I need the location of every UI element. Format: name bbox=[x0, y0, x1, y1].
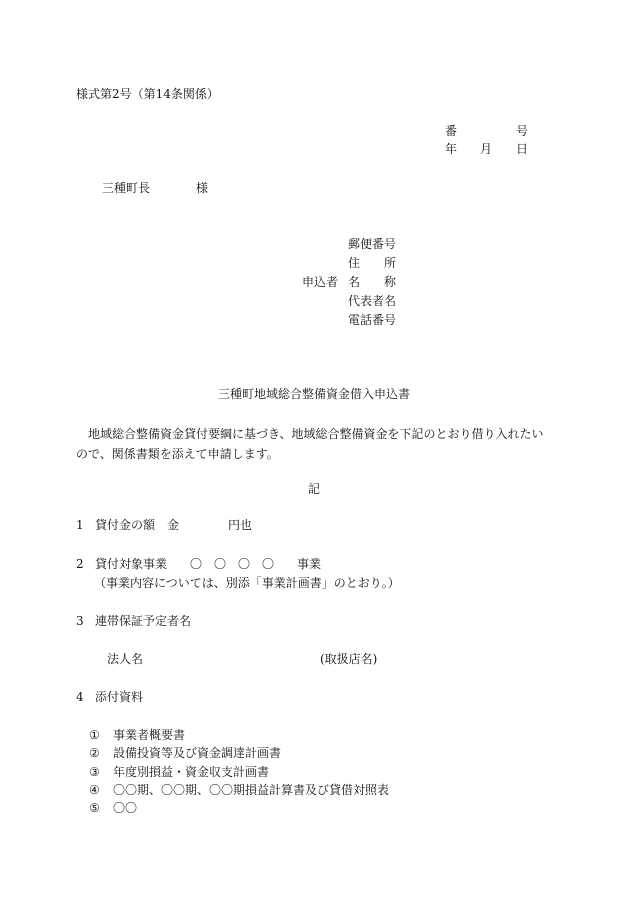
attachment-text: 事業者概要書 bbox=[113, 728, 186, 742]
applicant-phone: 電話番号 bbox=[348, 313, 397, 327]
item3-label: 連帯保証予定者名 bbox=[95, 614, 192, 628]
item3-number: 3 bbox=[76, 614, 84, 628]
attachment-text: 〇〇期、〇〇期、〇〇期損益計算書及び貸借対照表 bbox=[113, 783, 390, 797]
attachment-text: 〇〇 bbox=[113, 801, 138, 815]
header-ban: 番 bbox=[445, 124, 458, 138]
item2-number: 2 bbox=[76, 557, 84, 571]
item2-label: 貸付対象事業 bbox=[95, 557, 168, 571]
item2-note: （事業内容については、別添「事業計画書」のとおり。） bbox=[94, 576, 400, 590]
item3-branch: (取扱店名) bbox=[320, 652, 378, 666]
addressee-name: 三種町長 bbox=[102, 181, 151, 195]
attachment-text: 設備投資等及び資金調達計画書 bbox=[113, 746, 282, 760]
item4-label: 添付資料 bbox=[95, 690, 144, 704]
item1-kin: 金 bbox=[167, 518, 180, 532]
applicant-postal: 郵便番号 bbox=[348, 237, 397, 251]
addressee-sama: 様 bbox=[196, 181, 209, 195]
applicant-representative: 代表者名 bbox=[348, 294, 397, 308]
header-hi: 日 bbox=[516, 142, 529, 156]
attachment-mark: ⑤ bbox=[89, 801, 100, 815]
header-go: 号 bbox=[516, 124, 529, 138]
attachment-mark: ③ bbox=[89, 765, 100, 779]
applicant-name-b: 称 bbox=[384, 275, 397, 289]
item1-number: 1 bbox=[76, 518, 84, 532]
item1-label: 貸付金の額 bbox=[95, 518, 156, 532]
applicant-label: 申込者 bbox=[302, 275, 339, 289]
header-nen: 年 bbox=[445, 142, 458, 156]
item2-suffix: 事業 bbox=[297, 557, 322, 571]
applicant-address-a: 住 bbox=[348, 256, 361, 270]
item2-circles: 〇 〇 〇 〇 bbox=[190, 557, 275, 571]
attachment-mark: ① bbox=[89, 728, 100, 742]
item1-unit: 円也 bbox=[228, 518, 253, 532]
applicant-address-b: 所 bbox=[384, 256, 397, 270]
item4-number: 4 bbox=[76, 690, 84, 704]
attachment-text: 年度別損益・資金収支計画書 bbox=[113, 765, 270, 779]
body-paragraph: 地域総合整備資金貸付要綱に基づき、地域総合整備資金を下記のとおり借り入れたいので、関係書類を添えて申請します。 bbox=[76, 427, 544, 461]
attachment-mark: ④ bbox=[89, 783, 100, 797]
attachment-mark: ② bbox=[89, 746, 100, 760]
header-tsuki: 月 bbox=[480, 142, 493, 156]
applicant-name-a: 名 bbox=[348, 275, 361, 289]
item3-corp: 法人名 bbox=[107, 652, 144, 666]
ki-heading: 記 bbox=[308, 482, 321, 496]
form-number: 様式第2号（第14条関係） bbox=[76, 87, 219, 101]
document-title: 三種町地域総合整備資金借入申込書 bbox=[218, 387, 411, 401]
